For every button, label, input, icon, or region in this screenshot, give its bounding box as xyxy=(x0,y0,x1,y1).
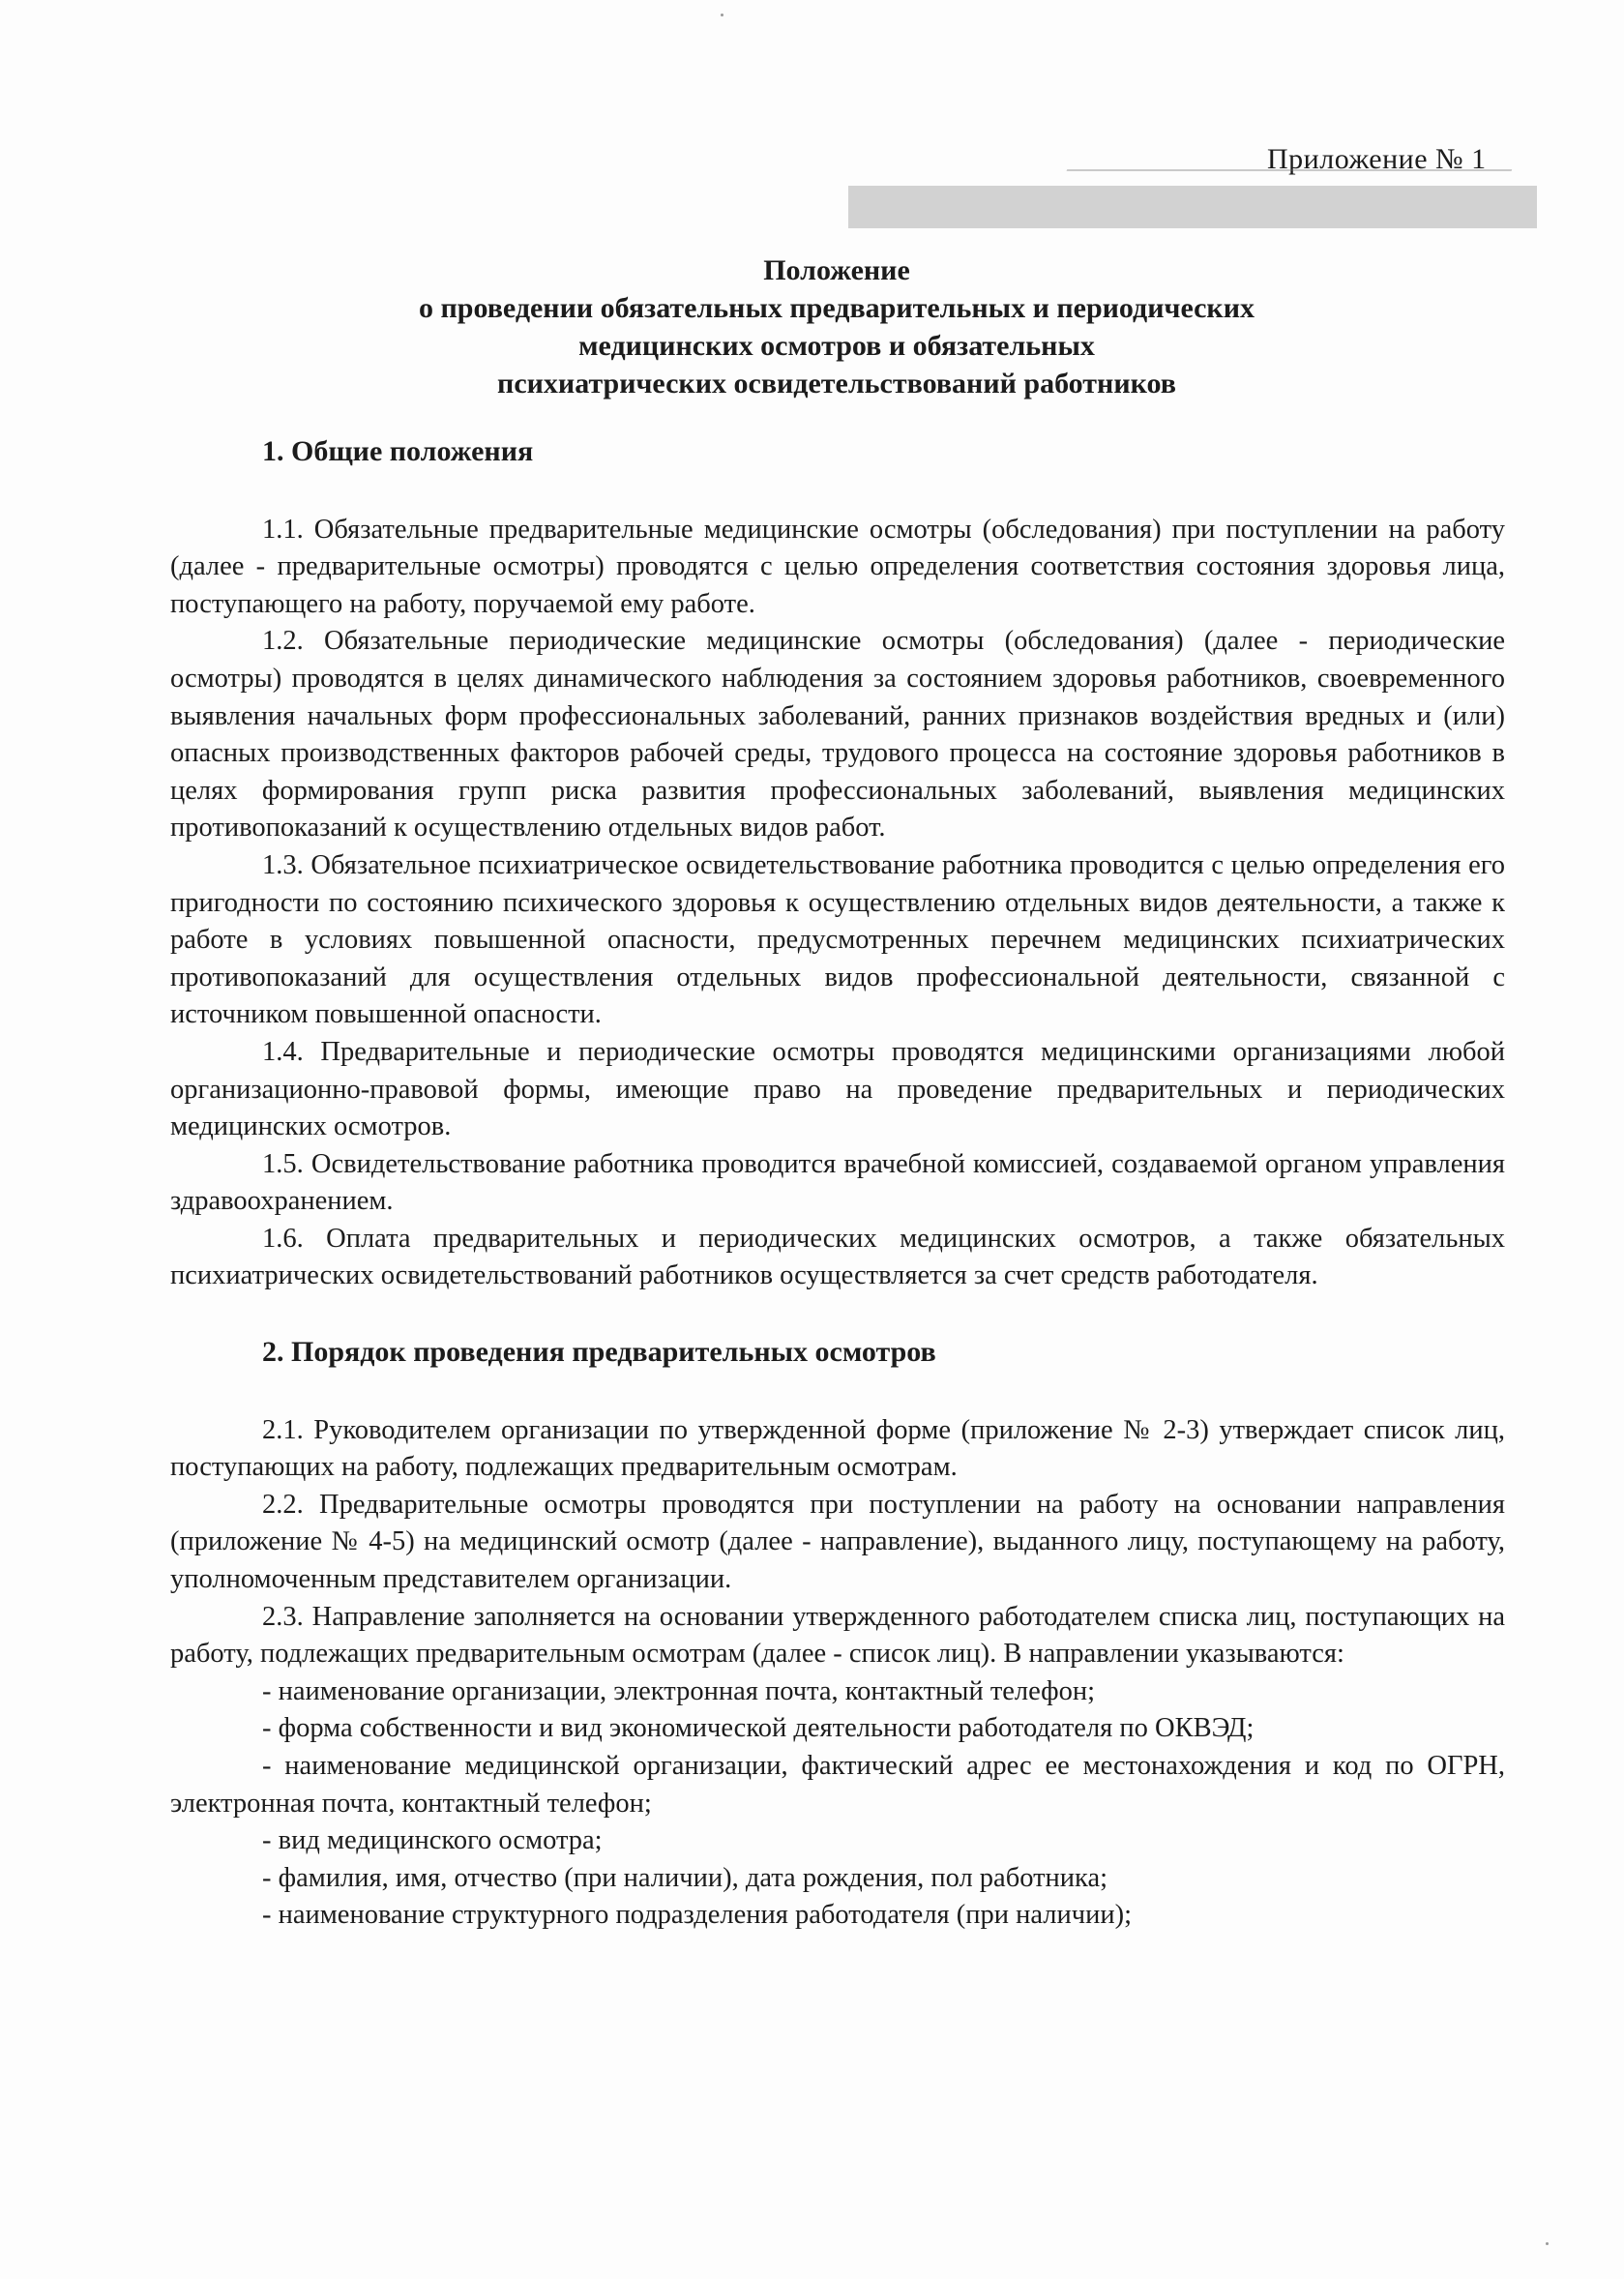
paragraph: 1.6. Оплата предварительных и периодических медицинских осмотров, а также обязательных психиатрических освидетельствований работников осуществляется за счет средств работодателя. xyxy=(170,1223,1505,1291)
paragraph: 1.3. Обязательное психиатрическое освидетельствование работника проводится с целью определения его пригодности по состоянию психического здоровья к осуществлению отдельных видов деятельности, а также к работе в условиях повышенной опасности, предусмотренных перечнем медицинских психиатрических противопоказаний для осуществления отдельных видов профессиональной деятельности, связанной с источником повышенной опасности. xyxy=(170,849,1505,1030)
scan-speck xyxy=(721,14,723,16)
paragraph: 2.3. Направление заполняется на основании утвержденного работодателем списка лиц, поступающих на работу, подлежащих предварительным осмотрам (далее - список лиц). В направлении указываются: xyxy=(170,1601,1505,1670)
list-item: - наименование организации, электронная почта, контактный телефон; xyxy=(262,1675,1096,1706)
paragraph: 1.1. Обязательные предварительные медицинские осмотры (обследования) при поступлении на работу (далее - предварительные осмотры) проводятся с целью определения соответствия состояния здоровья лица, поступающего на работу, поручаемой ему работе. xyxy=(170,514,1505,619)
paragraph: 2.1. Руководителем организации по утвержденной форме (приложение № 2-3) утверждает список лиц, поступающих на работу, подлежащих предварительным осмотрам. xyxy=(170,1414,1505,1483)
title-line: психиатрических освидетельствований работников xyxy=(497,368,1176,400)
paragraph: 1.2. Обязательные периодические медицинские осмотры (обследования) (далее - периодические осмотры) проводятся в целях динамического наблюдения за состоянием здоровья работников, своевременного выявления начальных форм профессиональных заболеваний, ранних признаков воздействия вредных и (или) опасных производственных факторов рабочей среды, трудового процесса на состояние здоровья работников в целях формирования групп риска развития профессиональных заболеваний, выявления медицинских противопоказаний к осуществлению отдельных видов работ. xyxy=(170,626,1505,844)
section-heading: 1. Общие положения xyxy=(262,435,534,467)
list-item: - наименование медицинской организации, фактический адрес ее местонахождения и код по ОГРН, электронная почта, контактный телефон; xyxy=(170,1751,1505,1819)
redaction-block xyxy=(848,186,1537,228)
title-line: медицинских осмотров и обязательных xyxy=(578,330,1095,362)
paragraph: 1.5. Освидетельствование работника проводится врачебной комиссией, создаваемой органом управления здравоохранением. xyxy=(170,1148,1505,1217)
scan-speck xyxy=(1546,2242,1549,2245)
document-body xyxy=(170,433,1505,1935)
appendix-label: Приложение № 1 xyxy=(1267,143,1487,175)
document-title xyxy=(242,252,1432,402)
handwritten-note xyxy=(1061,169,1513,187)
title-line: Положение xyxy=(763,254,910,286)
section-heading: 2. Порядок проведения предварительных осмотров xyxy=(262,1336,936,1369)
list-item: - наименование структурного подразделения работодателя (при наличии); xyxy=(262,1900,1133,1931)
list-item: - фамилия, имя, отчество (при наличии), дата рождения, пол работника; xyxy=(262,1862,1108,1893)
title-line: о проведении обязательных предварительных и периодических xyxy=(418,292,1255,324)
paragraph: 2.2. Предварительные осмотры проводятся при поступлении на работу на основании направления (приложение № 4-5) на медицинский осмотр (далее - направление), выданного лицу, поступающему на работу, уполномоченным представителем организации. xyxy=(170,1489,1505,1595)
list-item: - вид медицинского осмотра; xyxy=(262,1825,603,1856)
paragraph: 1.4. Предварительные и периодические осмотры проводятся медицинскими организациями любой организационно-правовой формы, имеющие право на проведение предварительных и периодических медицинских осмотров. xyxy=(170,1036,1505,1142)
list-item: - форма собственности и вид экономической деятельности работодателя по ОКВЭД; xyxy=(262,1713,1255,1744)
